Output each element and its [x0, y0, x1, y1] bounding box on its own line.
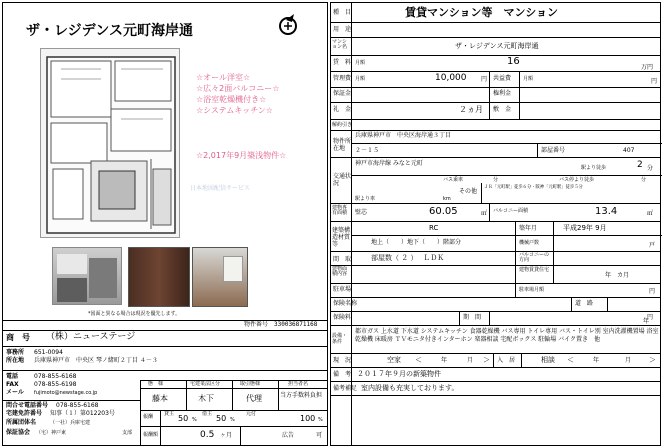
rent-per: 月額	[355, 60, 366, 66]
built-label: 築年月	[519, 225, 538, 232]
land-label: 建物面積内容	[332, 266, 348, 277]
remarks-value: ２０１７年９月の新築物件	[357, 370, 441, 378]
building-name: ザ・レジデンス元町海岸通	[455, 42, 539, 50]
fee-b: 50	[216, 414, 227, 423]
balcony-sqm: ㎡	[647, 210, 654, 217]
property-no-label: 物件番号	[244, 321, 269, 328]
supp-label: 備考補足	[333, 385, 358, 392]
kaiyaku-label: 解約引き	[332, 122, 353, 128]
area-kind: 壁芯	[355, 209, 368, 216]
fee-kashi: 貸主	[164, 411, 175, 417]
company-label: 商 号	[6, 333, 30, 342]
grid-v2: 木下	[198, 394, 214, 403]
addr: 兵庫県神戸市 中央区 琴ノ緒町２丁目 ４－３	[34, 357, 158, 364]
layout-label: 間 取	[333, 256, 352, 263]
mgmt-label: 管理費	[333, 75, 352, 82]
walk-label: 駅より徒歩	[581, 165, 607, 171]
watermark: 日本地図配信サービス	[190, 185, 251, 192]
assurance-label: 保証協会	[6, 429, 31, 436]
land-unit: 年 カ月	[605, 272, 630, 279]
status-open-bracket: ＜	[415, 356, 422, 364]
bus-min: 分	[493, 177, 499, 183]
other-text: ＪＲ「元町駅」徒歩６分・阪神「元町駅」徒歩５分	[484, 185, 583, 190]
status-year: 年	[441, 357, 448, 364]
room-photo-2	[192, 247, 248, 307]
insurance2-yen: 円	[647, 314, 654, 321]
fee-a: 50	[178, 414, 189, 423]
supp-value: 室内設備も充実しております。	[361, 384, 459, 392]
kakaku-label: 報酬額	[143, 432, 159, 438]
kakaku-unit: ヶ月	[220, 432, 233, 439]
built-note: ☆2,017年9月築浅物件☆	[196, 151, 287, 160]
period-label: 期 間	[463, 314, 482, 321]
status-value: 空家	[387, 356, 401, 364]
other-label: その他	[459, 188, 478, 195]
fee-label: 報酬	[143, 414, 154, 420]
area-value: 60.05	[429, 206, 458, 217]
pct-3: %	[318, 417, 323, 423]
property-no: 330036871168	[274, 321, 318, 328]
company-name: （株）ニューステージ	[46, 332, 136, 342]
fee-moto: 元付	[246, 411, 257, 417]
assoc: （一社）兵庫宅建	[50, 420, 91, 426]
common-yen: 円	[651, 78, 658, 85]
km-unit: km	[443, 196, 451, 202]
zip-label: 事務所	[6, 349, 25, 356]
rent-label: 賃 料	[333, 59, 352, 66]
struct-label: 建築構造材質等	[332, 227, 351, 248]
license: 知事（１）第012203号	[50, 410, 115, 417]
feature-3: ☆浴室乾燥機付き☆	[196, 95, 267, 104]
loc-label: 物件所在地	[333, 138, 352, 152]
bus-walk-label: バス停より徒歩	[559, 177, 595, 183]
struct-value: RC	[429, 224, 439, 232]
parking-label: 駐車場	[333, 286, 352, 293]
kobetsu-label: 広告	[282, 432, 295, 439]
kitchen-photo	[52, 247, 122, 305]
shikikin-label: 敷 金	[493, 106, 512, 113]
usage-label: 用 途	[333, 26, 352, 33]
pct-1: %	[192, 417, 197, 423]
feature-2: ☆広々2面バルコニー☆	[196, 84, 280, 93]
pct-2: %	[230, 417, 235, 423]
tel-label: 電話	[6, 373, 19, 380]
reikin-value: ２ヵ月	[459, 105, 483, 114]
pen-nib-icon	[276, 12, 300, 36]
move-year: 年	[593, 357, 600, 364]
facility-unit: 戸	[649, 242, 656, 249]
assurance: （宅）神戸東	[36, 430, 67, 436]
shikibiki-label: 権利金	[493, 90, 512, 97]
move-close-bracket: ＞	[649, 356, 656, 364]
balcony-value: 13.4	[595, 206, 618, 217]
loc-2: ２－１５	[355, 147, 380, 154]
insurance-label: 保険名称	[333, 300, 358, 307]
floor-plan	[40, 48, 180, 238]
bus-walk-min: 分	[641, 177, 647, 183]
license-label: 宅建免許番号	[6, 410, 43, 417]
mgmt-per: 月額	[355, 76, 366, 82]
layout-value: 部屋数（ ２ ） ＬＤＫ	[371, 254, 445, 262]
feature-1: ☆オール洋室☆	[196, 73, 251, 82]
area-sqm: ㎡	[481, 210, 488, 217]
room-label: 部屋番号	[541, 147, 566, 154]
walk-value: 2	[637, 160, 643, 170]
area-label: 建物専有面積	[332, 205, 348, 216]
grid-v3: 代理	[246, 394, 262, 403]
parking-yen: 円	[649, 288, 656, 295]
grid-h4: 担当者名	[288, 381, 309, 387]
status-label: 現 況	[333, 357, 352, 364]
grid-h3: 取引態様	[240, 381, 261, 387]
fee-c: 100	[300, 414, 316, 423]
equip-text: 都市ガス 上水道 下水道 システムキッチン 食器乾燥機 バス専用 トイレ専用 バス・トイレ別 室内洗濯機置場 浴室乾燥機 床暖房 ＴＶモニタ付きインターホン 楽器相談 宅配ボックス 駐輪場 バイク置き 他	[355, 328, 659, 343]
fee-karinushi: 借主	[202, 411, 213, 417]
tel: 078-855-6168	[34, 373, 77, 380]
period-unit: 年	[643, 318, 650, 325]
walk-min: 分	[647, 165, 654, 172]
move-label: 入 居	[497, 357, 516, 364]
inquiry-label: 問合せ電話番号	[6, 402, 49, 409]
balc-dir-label: バルコニーの方向	[519, 252, 550, 263]
floors: 地上（ ）地下（ ）階部分	[371, 239, 462, 246]
inquiry: 078-855-6168	[56, 402, 99, 409]
kakaku-val: 0.5	[200, 430, 215, 440]
loc-1: 兵庫県神戸市 中央区海岸通３丁目	[355, 132, 452, 139]
name-label: マンション名	[332, 39, 348, 50]
left-panel	[0, 0, 328, 448]
remarks-label: 備 考	[333, 371, 352, 378]
assoc-label: 所属団体名	[6, 419, 37, 426]
move-open-bracket: ＜	[567, 356, 574, 364]
insurance2-label: 保険料	[333, 314, 352, 321]
grid-v1: 藤本	[152, 394, 168, 403]
move-month: 月	[625, 357, 632, 364]
traffic-label: 交通状況	[333, 173, 352, 187]
bus-label: バス乗車	[443, 177, 464, 183]
common-per: 月額	[523, 76, 534, 82]
balcony-label: バルコニー面積	[493, 208, 529, 214]
deposit-label: 保証金	[333, 90, 352, 97]
mail: fujimoto@newstage.co.jp	[34, 390, 98, 396]
facility-label: 機械戸数	[519, 240, 540, 246]
kind-label: 種 目	[333, 9, 352, 16]
mgmt-value: 10,000	[435, 73, 467, 83]
reikin-label: 礼 金	[333, 106, 352, 113]
line-name: 神戸市海岸線 みなと元町	[355, 160, 423, 167]
common-label: 共益費	[493, 75, 512, 82]
parking-fee-label: 駐車場月額	[519, 287, 545, 293]
zip: 651-0094	[34, 349, 63, 356]
mgmt-yen: 円	[481, 76, 488, 83]
assurance-branch: 支部	[122, 430, 133, 436]
road-label: 道 路	[575, 300, 594, 307]
fax: 078-855-6198	[34, 381, 77, 388]
kobetsu-val: 可	[316, 432, 323, 439]
fax-label: FAX	[6, 381, 19, 388]
photo-note: *図面と異なる場合は現況を優先します。	[88, 311, 181, 317]
mail-label: メール	[6, 389, 24, 396]
built-value: 平成29年 9月	[563, 224, 607, 232]
room-value: 407	[623, 147, 635, 154]
room-photo-1	[128, 247, 190, 307]
right-panel	[330, 2, 661, 446]
sheet-title: 賃貸マンション等 マンション	[405, 6, 559, 19]
property-title: ザ・レジデンス元町海岸通	[26, 23, 193, 39]
from-station: 駅より車	[355, 196, 376, 202]
equip-label: 設備・条件	[332, 333, 348, 345]
move-value: 相談	[541, 356, 555, 364]
grid-h1: 態 様	[148, 381, 164, 387]
addr-label: 所在地	[6, 357, 25, 364]
feature-4: ☆システムキッチン☆	[196, 106, 273, 115]
status-close-bracket: ＞	[483, 356, 490, 364]
status-month: 月	[467, 357, 474, 364]
land-price-label: 建物賃貸住宅	[519, 267, 550, 273]
grid-h2: 宅建業法区分	[190, 381, 221, 387]
rent-unit: 万円	[641, 64, 654, 71]
rent-value: 16	[507, 56, 520, 67]
grid-v4: 当方手数料負担	[280, 392, 323, 399]
